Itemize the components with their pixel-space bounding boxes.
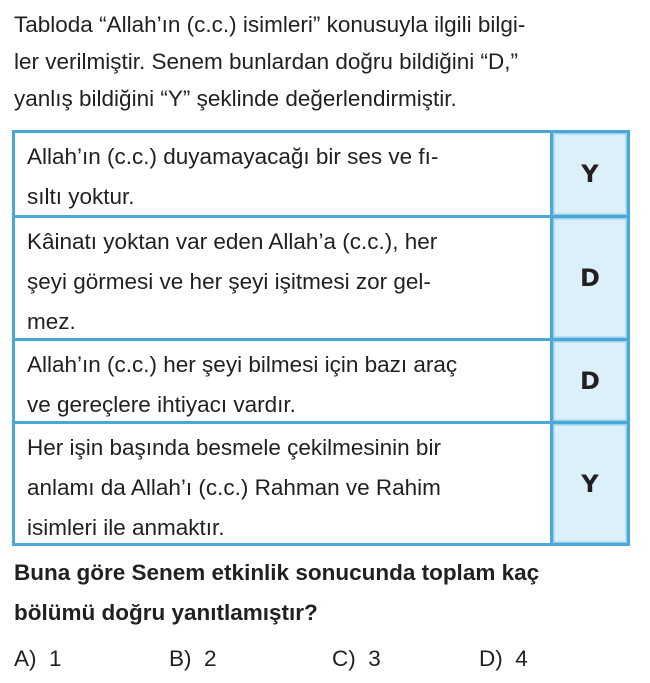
statement-line: şeyi görmesi ve her şeyi işitmesi zor gel-	[27, 269, 431, 294]
question-text	[14, 553, 539, 633]
statement-line: Her işin başında besmele çekilmesinin bir	[27, 435, 441, 460]
option-value: 4	[515, 646, 528, 671]
statement-text	[15, 218, 553, 338]
option-a[interactable]	[14, 641, 62, 677]
statement-text	[15, 341, 553, 421]
statement-row	[15, 133, 627, 215]
statement-line: Kâinatı yoktan var eden Allah’a (c.c.), her	[27, 229, 438, 254]
option-letter: C)	[332, 646, 356, 671]
statement-text	[15, 424, 553, 543]
intro-line: yanlış bildiğini “Y” şeklinde değerlendirmiştir.	[14, 86, 457, 111]
statement-row	[15, 421, 627, 543]
answer-cell: D	[553, 341, 627, 421]
option-letter: D)	[479, 646, 503, 671]
statements-table	[12, 130, 630, 546]
intro-paragraph	[14, 6, 644, 117]
answer-cell: Y	[553, 133, 627, 215]
option-letter: A)	[14, 646, 37, 671]
statement-line: Allah’ın (c.c.) duyamayacağı bir ses ve fı-	[27, 144, 439, 169]
option-value: 2	[204, 646, 217, 671]
statement-row	[15, 215, 627, 338]
option-c[interactable]	[332, 641, 381, 677]
option-value: 3	[368, 646, 381, 671]
statement-text	[15, 133, 553, 215]
answer-cell: Y	[553, 424, 627, 543]
statement-line: isimleri ile anmaktır.	[27, 515, 225, 540]
answer-cell: D	[553, 218, 627, 338]
statement-row	[15, 338, 627, 421]
statement-line: Allah’ın (c.c.) her şeyi bilmesi için bazı araç	[27, 352, 458, 377]
option-b[interactable]	[169, 641, 217, 677]
statement-line: ve gereçlere ihtiyacı vardır.	[27, 392, 296, 417]
question-line: Buna göre Senem etkinlik sonucunda toplam kaç	[14, 560, 540, 585]
option-d[interactable]	[479, 641, 528, 677]
statement-line: sıltı yoktur.	[27, 184, 135, 209]
statement-line: mez.	[27, 309, 76, 334]
statement-line: anlamı da Allah’ı (c.c.) Rahman ve Rahim	[27, 475, 441, 500]
intro-line: Tabloda “Allah’ın (c.c.) isimleri” konusuyla ilgili bilgi-	[14, 12, 526, 37]
question-line: bölümü doğru yanıtlamıştır?	[14, 600, 318, 625]
intro-line: ler verilmiştir. Senem bunlardan doğru bildiğini “D,”	[14, 49, 518, 74]
option-letter: B)	[169, 646, 192, 671]
option-value: 1	[49, 646, 62, 671]
